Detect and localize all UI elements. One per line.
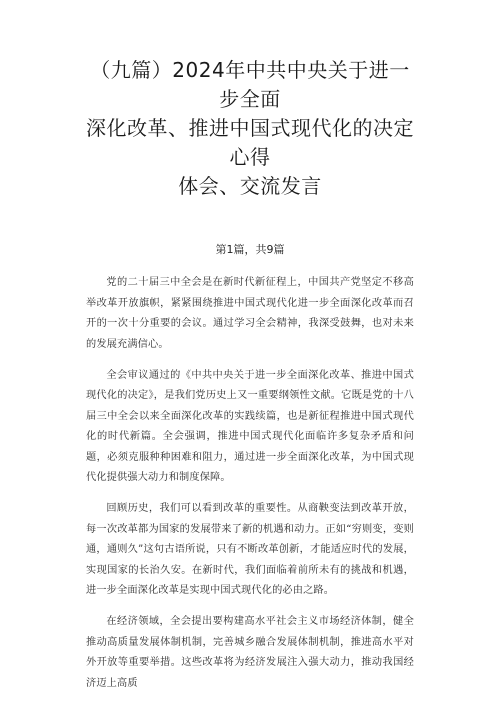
document-body xyxy=(86,273,414,694)
document-title xyxy=(86,56,414,201)
paragraph-2: 全会审议通过的《中共中央关于进一步全面深化改革、推进中国式现代化的决定》，是我们党历史上又一重要纲领性文献。它既是党的十八届三中全会以来全面深化改革的实践续篇，也是新征程推进中国式现代化的时代新篇。全会强调，推进中国式现代化面临许多复杂矛盾和问题，必须克服种种困难和阻力，通过进一步全面深化改革，为中国式现代化提供强大动力和制度保障。 xyxy=(86,369,414,483)
paragraph-1: 党的二十届三中全会是在新时代新征程上，中国共产党坚定不移高举改革开放旗帜，紧紧围绕推进中国式现代化进一步全面深化改革而召开的一次十分重要的会议。通过学习全会精神，我深受鼓舞，也对未来的发展充满信心。 xyxy=(86,277,414,350)
section-indicator: 第1篇，共9篇 xyxy=(215,243,285,256)
title-line-3: 体会、交流发言 xyxy=(178,174,322,198)
title-line-1: （九篇）2024年中共中央关于进一步全面 xyxy=(90,58,410,111)
paragraph-4: 在经济领域，全会提出要构建高水平社会主义市场经济体制，健全推动高质量发展体制机制，完善城乡融合发展体制机制，推进高水平对外开放等重要举措。这些改革将为经济发展注入强大动力，推动我国经济迈上高质 xyxy=(86,616,414,689)
title-line-2: 深化改革、推进中国式现代化的决定心得 xyxy=(86,116,414,169)
paragraph-3: 回顾历史，我们可以看到改革的重要性。从商鞅变法到改革开放，每一次改革都为国家的发展带来了新的机遇和动力。正如“穷则变，变则通，通则久”这句古语所说，只有不断改革创新，才能适应时代的发展，实现国家的长治久安。在新时代，我们面临着前所未有的挑战和机遇，进一步全面深化改革是实现中国式现代化的必由之路。 xyxy=(86,503,414,596)
